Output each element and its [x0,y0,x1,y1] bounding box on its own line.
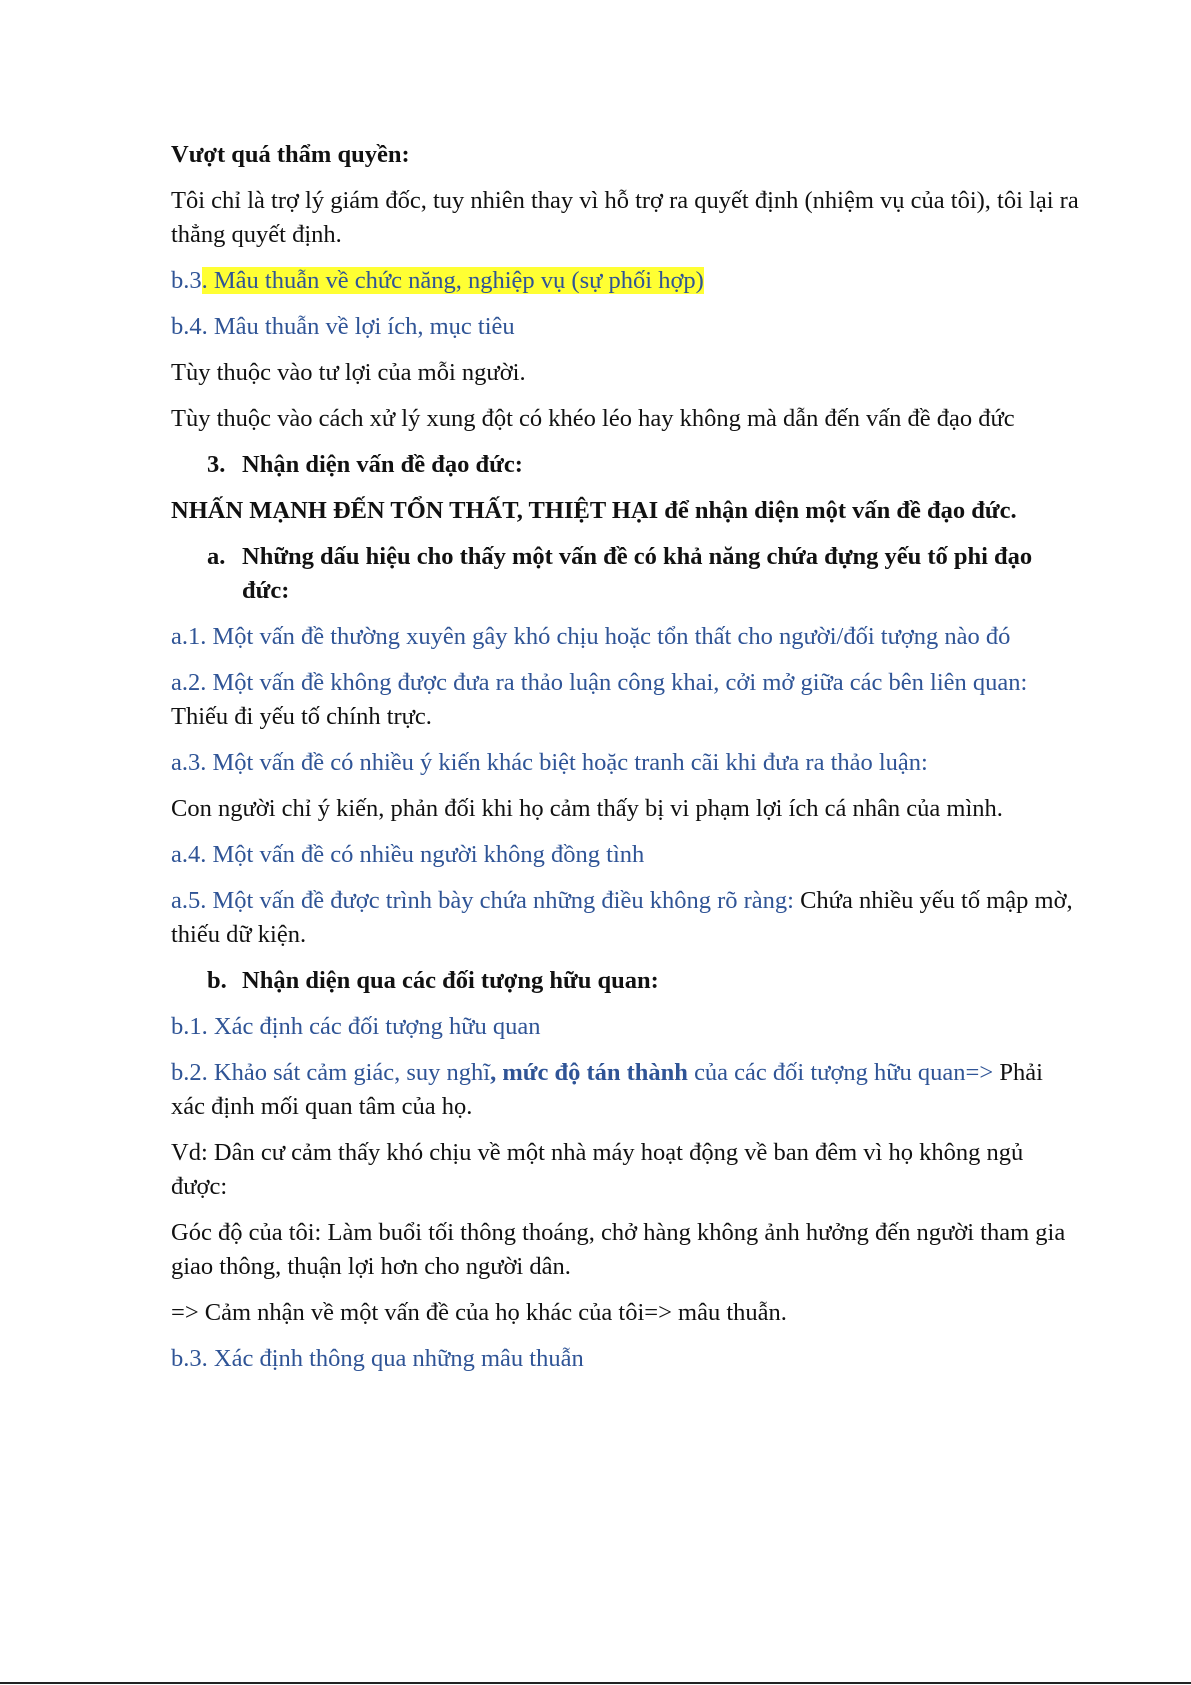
list-marker: a. [207,543,226,570]
item-b2-text: Phải xác định mối quan tâm của họ. [171,1059,1043,1120]
item-b2-bold: , mức độ tán thành [490,1059,688,1086]
example-paragraph: Vd: Dân cư cảm thấy khó chịu về một nhà máy hoạt động về ban đêm vì họ không ngủ được: [171,1139,1024,1200]
list-marker: 3. [207,451,226,478]
page-divider [0,1682,1191,1684]
item-a5-label: a.5. Một vấn đề được trình bày chứa những điều không rõ ràng: [171,887,794,914]
list-marker: b. [207,967,227,994]
section-heading-exceeding-authority: Vượt quá thẩm quyền: [171,141,410,168]
paragraph: Tôi chỉ là trợ lý giám đốc, tuy nhiên thay vì hỗ trợ ra quyết định (nhiệm vụ của tôi), tôi lại ra thẳng quyết định. [171,187,1079,248]
subheading-b4: b.4. Mâu thuẫn về lợi ích, mục tiêu [171,313,515,340]
item-a5-text: Chứa nhiều yếu tố mập mờ, thiếu dữ kiện. [171,887,1073,948]
subheading-b3 [171,264,1081,298]
heading-text: Nhận diện vấn đề đạo đức: [242,451,523,478]
lettered-heading-a [171,540,1081,608]
item-a2 [171,666,1081,734]
item-a2-label: a.2. Một vấn đề không được đưa ra thảo luận công khai, cởi mở giữa các bên liên quan: [171,669,1028,696]
paragraph: => Cảm nhận về một vấn đề của họ khác của tôi=> mâu thuẫn. [171,1299,787,1326]
highlighted-text: . Mâu thuẫn về chức năng, nghiệp vụ (sự phối hợp) [201,267,704,294]
paragraph: Tùy thuộc vào cách xử lý xung đột có khéo léo hay không mà dẫn đến vấn đề đạo đức [171,405,1015,432]
paragraph: Con người chỉ ý kiến, phản đối khi họ cảm thấy bị vi phạm lợi ích cá nhân của mình. [171,795,1003,822]
item-a4: a.4. Một vấn đề có nhiều người không đồng tình [171,841,645,868]
paragraph: Góc độ của tôi: Làm buổi tối thông thoáng, chở hàng không ảnh hưởng đến người tham gia giao thông, thuận lợi hơn cho người dân. [171,1219,1066,1280]
heading-text: Nhận diện qua các đối tượng hữu quan: [242,967,659,994]
subheading-b3-prefix: b.3 [171,267,202,294]
lettered-heading-b [171,964,1081,998]
item-b2-label-cont: của các đối tượng hữu quan=> [687,1059,994,1086]
item-a1: a.1. Một vấn đề thường xuyên gây khó chịu hoặc tổn thất cho người/đối tượng nào đó [171,623,1011,650]
item-a2-text: Thiếu đi yếu tố chính trực. [171,703,432,730]
item-b2 [171,1056,1081,1124]
emphasis-line: NHẤN MẠNH ĐẾN TỔN THẤT, THIỆT HẠI để nhận diện một vấn đề đạo đức. [171,497,1017,524]
item-a3: a.3. Một vấn đề có nhiều ý kiến khác biệt hoặc tranh cãi khi đưa ra thảo luận: [171,749,928,776]
item-b3: b.3. Xác định thông qua những mâu thuẫn [171,1345,584,1372]
item-b1: b.1. Xác định các đối tượng hữu quan [171,1013,541,1040]
item-b2-label: b.2. Khảo sát cảm giác, suy nghĩ [171,1059,491,1086]
paragraph: Tùy thuộc vào tư lợi của mỗi người. [171,359,526,386]
numbered-heading-3 [171,448,1081,482]
heading-text: Những dấu hiệu cho thấy một vấn đề có khả năng chứa đựng yếu tố phi đạo đức: [242,543,1033,604]
item-a5 [171,884,1081,952]
document-page [171,138,1081,1388]
